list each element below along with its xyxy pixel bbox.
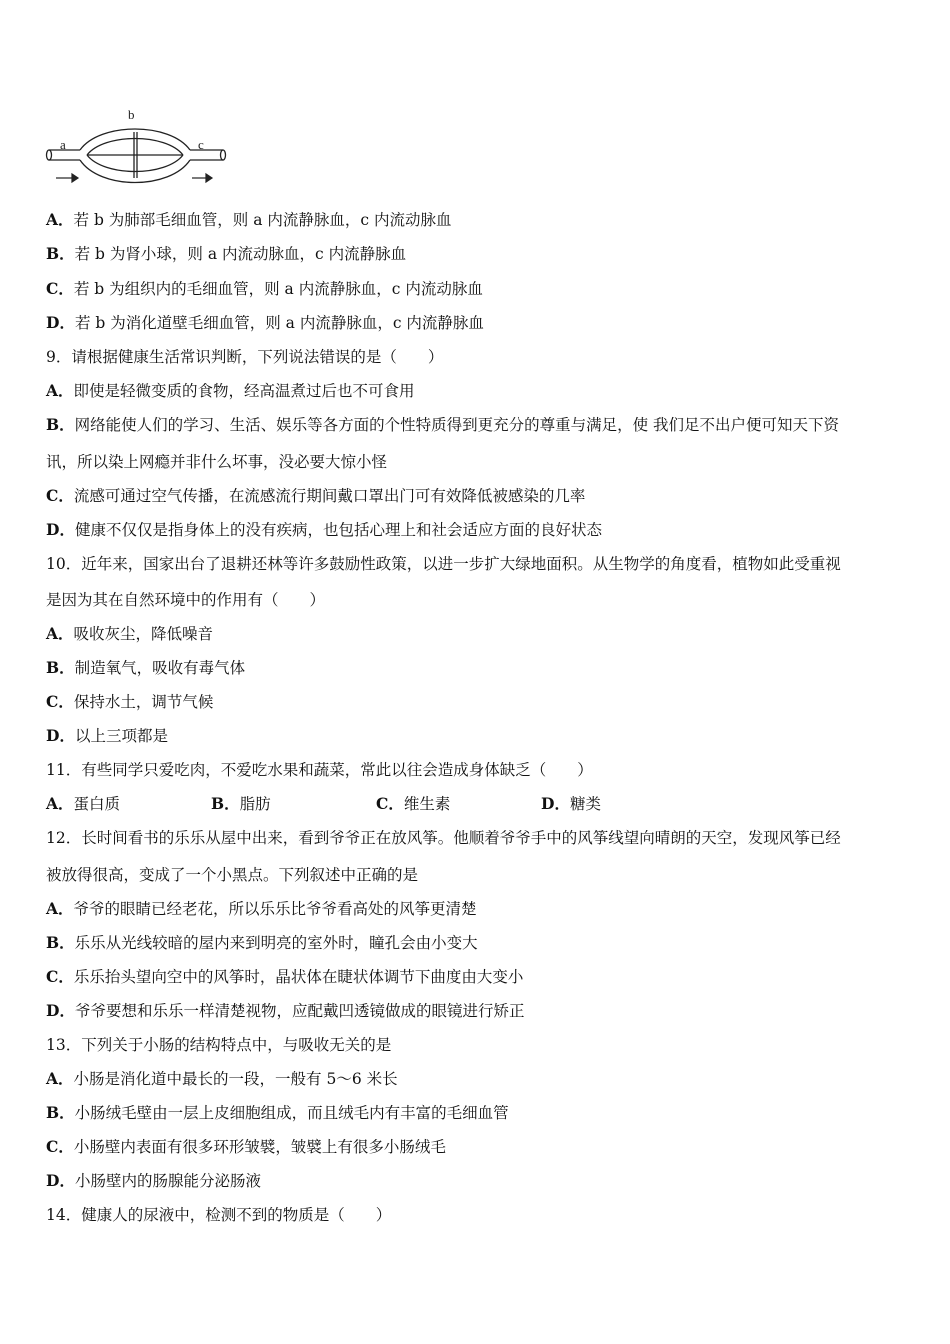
q9-stem: 9．请根据健康生活常识判断，下列说法错误的是（ ） [46,348,444,366]
q11-option-c: C．维生素 [376,794,451,813]
q8-option-c: C．若 b 为组织内的毛细血管，则 a 内流静脉血，c 内流动脉血 [46,279,483,298]
diagram-label-a: a [60,137,66,152]
q13-option-c: C．小肠壁内表面有很多环形皱襞，皱襞上有很多小肠绒毛 [46,1137,446,1156]
q13-option-a: A．小肠是消化道中最长的一段，一般有 5～6 米长 [46,1069,398,1088]
outflow-arrow-icon [192,174,212,182]
q10-option-d: D．以上三项都是 [46,726,168,745]
diagram-label-b: b [128,107,135,122]
q10-option-c: C．保持水土，调节气候 [46,692,214,711]
q10-stem-line2: 是因为其在自然环境中的作用有（ ） [46,591,326,609]
blood-vessel-diagram [40,100,240,195]
q10-option-a: A．吸收灰尘，降低噪音 [46,624,214,643]
q12-option-d: D．爷爷要想和乐乐一样清楚视物，应配戴凹透镜做成的眼镜进行矫正 [46,1001,525,1020]
q11-stem: 11．有些同学只爱吃肉，不爱吃水果和蔬菜，常此以往会造成身体缺乏（ ） [46,761,593,779]
q10-stem-line1: 10．近年来，国家出台了退耕还林等许多鼓励性政策，以进一步扩大绿地面积。从生物学的角度看，植物如此受重视 [46,555,841,573]
q11-option-d: D．糖类 [541,794,601,813]
q13-stem: 13．下列关于小肠的结构特点中，与吸收无关的是 [46,1036,392,1054]
q9-option-a: A．即使是轻微变质的食物，经高温煮过后也不可食用 [46,381,415,400]
q8-option-d: D．若 b 为消化道壁毛细血管，则 a 内流静脉血，c 内流静脉血 [46,313,484,332]
q12-option-c: C．乐乐抬头望向空中的风筝时，晶状体在睫状体调节下曲度由大变小 [46,967,524,986]
q13-option-d: D．小肠壁内的肠腺能分泌肠液 [46,1171,261,1190]
inflow-arrow-icon [56,174,78,182]
q9-option-c: C．流感可通过空气传播，在流感流行期间戴口罩出门可有效降低被感染的几率 [46,486,586,505]
q9-option-d: D．健康不仅仅是指身体上的没有疾病，也包括心理上和社会适应方面的良好状态 [46,520,602,539]
q9-option-b: B．网络能使人们的学习、生活、娱乐等各方面的个性特质得到更充分的尊重与满足，使 我们足不出户便可知天下资 [46,415,840,434]
q9-option-b-cont: 讯，所以染上网瘾并非什么坏事，没必要大惊小怪 [46,453,388,471]
q13-option-b: B．小肠绒毛壁由一层上皮细胞组成，而且绒毛内有丰富的毛细血管 [46,1103,509,1122]
q8-option-b: B．若 b 为肾小球，则 a 内流动脉血，c 内流静脉血 [46,244,407,263]
q12-stem-line1: 12．长时间看书的乐乐从屋中出来，看到爷爷正在放风筝。他顺着爷爷手中的风筝线望向晴朗的天空，发现风筝已经 [46,829,841,847]
q12-stem-line2: 被放得很高，变成了一个小黑点。下列叙述中正确的是 [46,866,419,884]
q12-option-b: B．乐乐从光线较暗的屋内来到明亮的室外时，瞳孔会由小变大 [46,933,478,952]
q14-stem: 14．健康人的尿液中，检测不到的物质是（ ） [46,1206,392,1224]
q12-option-a: A．爷爷的眼睛已经老花，所以乐乐比爷爷看高处的风筝更清楚 [46,899,477,918]
q11-options [46,793,916,815]
q8-option-a: A．若 b 为肺部毛细血管，则 a 内流静脉血，c 内流动脉血 [46,210,452,229]
diagram-label-c: c [198,137,204,152]
q11-option-a: A．蛋白质 [46,794,121,813]
q10-option-b: B．制造氧气，吸收有毒气体 [46,658,246,677]
q11-option-b: B．脂肪 [211,794,271,813]
